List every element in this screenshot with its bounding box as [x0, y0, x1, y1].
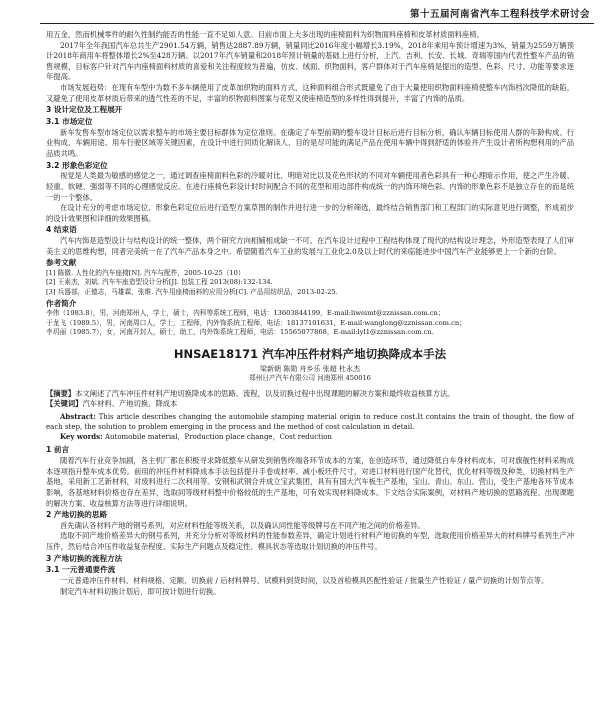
author-bio-heading: 作者简介	[46, 298, 77, 308]
paragraph: 首先确认各材料产地的钢号系列，对应材料性能等级关系，以及确认同性能等级牌号在不同产地之间的价格差异。	[60, 520, 425, 530]
abstract-label: 【摘要】	[46, 388, 76, 398]
section-heading: 3 产地切换的流程方法	[46, 553, 123, 563]
subsection-heading: 3.2 形象色彩定位	[46, 160, 108, 170]
paragraph: 2017年全年我国汽车总共生产2901.54万辆，销售达2887.89万辆，销量同比2016年度小幅增长3.19%，2018年乘用车预计增速为3%，销量为2559万辆预计2018年商用车将整体增长2%至428万辆。以2017年汽车销量和2018年预计销量的基础上进行分析，上汽、吉利、长安、长城、奇瑞等国内代表性整车产品的销售规模，目标客户针对汽车内座椅面料材质的喜爱和关注程度较为普遍，仿皮、绒面、织物面料，客户群体对于汽车座椅是提出的造型、色彩、尺寸、功能等要求逐年提高。	[46, 40, 574, 82]
running-header: 第十五届河南省汽车工程科技学术研讨会	[409, 9, 590, 20]
section-heading: 2 产地切换的思路	[46, 510, 108, 520]
author-bio: 李玥丽（1985.7），女，河南开封人，硕士，助工，内外饰系统工程师，电话：15565077868，E-mail:lyl1@zznissan.com.cn.	[46, 328, 434, 337]
section-heading: 3 设计定位及工程展开	[46, 105, 123, 115]
paragraph: 新车发售车型市场定位以需求整车的市场主要目标群体为定位准则。在确定了车型前期的整车设计目标后进行目标分析，确认车辆目标使用人群的年龄构成、行业构成、车辆用途、用车行驶区域等关键因素，在设计中进行同质化解读人、目的是尽可能的满足产品在使用车辆中得到舒适的体验并产生设计者所构想利用的产品品质共鸣。	[46, 127, 574, 158]
paragraph: 视觉是人类最为敏感的感觉之一，通过调查座椅面料色彩的冷暖对比、明暗对比以及花色形状的不同对车辆使用者色彩具有一种心理暗示作用，使之产生冷暖、轻重、软硬、强弱等不同的心理感觉反应。在进行座椅色彩设计时时间配合不同的花型和用边部件构成统一的内饰环境色彩。内饰的形象色彩不是独立存在的而是统一的一个整体。	[46, 171, 574, 202]
subsection-heading: 3.1 市场定位	[46, 116, 93, 126]
abstract-en	[46, 412, 574, 432]
text-column	[46, 30, 574, 597]
keywords-en-label: Key words:	[60, 432, 103, 442]
subsection-heading: 3.1 一元普通要件流	[46, 565, 116, 575]
article-title: HNSAE18171 汽车冲压件材料产地切换降成本手法	[173, 347, 447, 362]
reference-item: [1] 陈微. 人性化的汽车座椅[N]. 汽车与配件，2005-10-25（10）	[46, 268, 245, 277]
paragraph: 随着汽车行业竞争加剧，各主机厂都在积极寻求降低整车从研发到销售终端各环节成本的方案，在创造环节，通过降低白车身材料成本，可对旗舰性材料采购成本逐项指升整车成本优势。前用的冲压件材料降成本手法包括提升手卷成材率、减小板坯件尺寸，对进口材料进行国产化替代，优化材料等级及种类，切换材料生产基地，采用新工艺新材料，对废料进行二次利用等。安钢和武钢合并成立宝武集团，具有有国大汽车板生产基地，宝山、青山、东山、营山，受生产基地各环节成本影响，各基地材料价格也存在差异，选取同等级材料整中价格较低的生产基地，可有效实现材料降成本。下文结合实际案例，对材料产地切换的思路流程、出现课题的解决方案、收益核算方法等进行详细说明。	[46, 456, 574, 508]
paragraph: 汽车内饰是造型设计与结构设计的统一整体，两个研究方向相辅相成缺一不可。在汽车设计过程中工程结构体现了现代的结构设计理念，外形造型表现了人们审美主义的思维构想，同者完美统一在了汽车产品本身之中。希望随着汽车工业的发展与工业化2.0及以上时代的来临能进步中国汽车产业能够更上一个新的台阶。	[46, 236, 574, 256]
header-rule	[40, 23, 594, 24]
keywords-cn	[46, 399, 574, 410]
paragraph: 市场发展趋势：在现有车型中为数不多车辆使用了皮革加织物的面料方式，这种面料组合形式既避免了由于大量使用织物面料座椅使整车内饰档次降低的缺陷，又避免了使用皮革材质后带来的透气性差的不足，丰富的织物面料图案与花型又使座椅造型的多样性得到提升，丰富了内饰的品质。	[46, 82, 574, 103]
author-bio: 李伟（1983.8），男，河南郑州人，学士，硕士，内科等系统工程师，电话：13603844199，E-mail:liweimt@zznissan.com.cn；	[46, 309, 445, 318]
keywords-text: 汽车材料、产地切换、降成本	[82, 399, 178, 409]
keywords-en-text: Automobile material，Production place change，Cost reduction	[104, 433, 332, 442]
abstract-en-text: This article describes changing the automobile stamping material origin to reduce cost.It contains the train of thought, the flow of each step, the solution to problem emerging in the process and the method of cost calculation in detail.	[46, 412, 575, 431]
article-authors: 梁新朝 陈勋 舟乡乐 张超 杜永杰	[260, 365, 360, 374]
paragraph: 一元普通冲压件材料、材料规格、定额、切换前 / 后材料牌号、试模料到货时间，以及首检模具匹配性验证 / 批量生产性验证 / 量产切换的计划节点等。	[60, 576, 549, 586]
reference-item: [3] 兵器部，正德志，马雄霖，张维. 汽车用座椅面料的应用分析[C]. 产品用纺织品，2013-02-25.	[46, 288, 338, 297]
reference-item: [2] 王素杰，刘斌. 汽车车座造型设计分析[J]. 包装工程 2013(08):132-134.	[46, 278, 273, 287]
references-heading: 参考文献	[46, 258, 77, 268]
abstract-text: 本文阐述了汽车冲压件材料产地切换降成本的思路、流程，以及切换过程中出现课题的解决方案和最终收益核算方法。	[75, 388, 455, 398]
paragraph: 选取不同产地价格差异大的钢号系列，并充分分析对等级材料的性能参数差异，确定计划进行材料产地切换的车型，选取使用价格差异大的材料牌号系列生产冲压件，然后结合冲压件收益复杂程度、实际生产问题点及稳定性、模具状态等选取计划切换的冲压件号。	[46, 531, 574, 552]
abstract-cn	[46, 389, 574, 400]
section-heading: 1 前言	[46, 445, 70, 455]
paragraph: 在设计充分的考虑市场定位、形象色彩定位后进行造型方案草图的制作并进行进一步的分析筛选，最终结合销售部门和工程部门的实际意见进行调整，形成初步的设计效果图和详细的效果图稿。	[46, 203, 574, 223]
paragraph: 用五金，然而机械零件的耐久性制约能否的性能一直不足如人意。目前市面上大多出现的座椅面料为织物面料座椅和皮革材质面料座椅。	[46, 30, 484, 39]
section-heading: 4 结束语	[46, 225, 77, 235]
article-affiliation: 郑州日产汽车有限公司 河南郑州 450016	[249, 374, 371, 383]
author-bio: 于龙飞（1989.5），男，河南周口人，学士，工程师，内外饰系统工程师，电话：18137101631，E-mail:wanglong@zznissan.com.cn；	[46, 318, 466, 327]
keywords-label: 【关键词】	[46, 399, 83, 409]
paragraph: 制定汽车材料切换计划后，即可按计划进行切换。	[60, 586, 221, 596]
abstract-en-label: Abstract:	[60, 411, 96, 421]
keywords-en	[46, 432, 574, 442]
